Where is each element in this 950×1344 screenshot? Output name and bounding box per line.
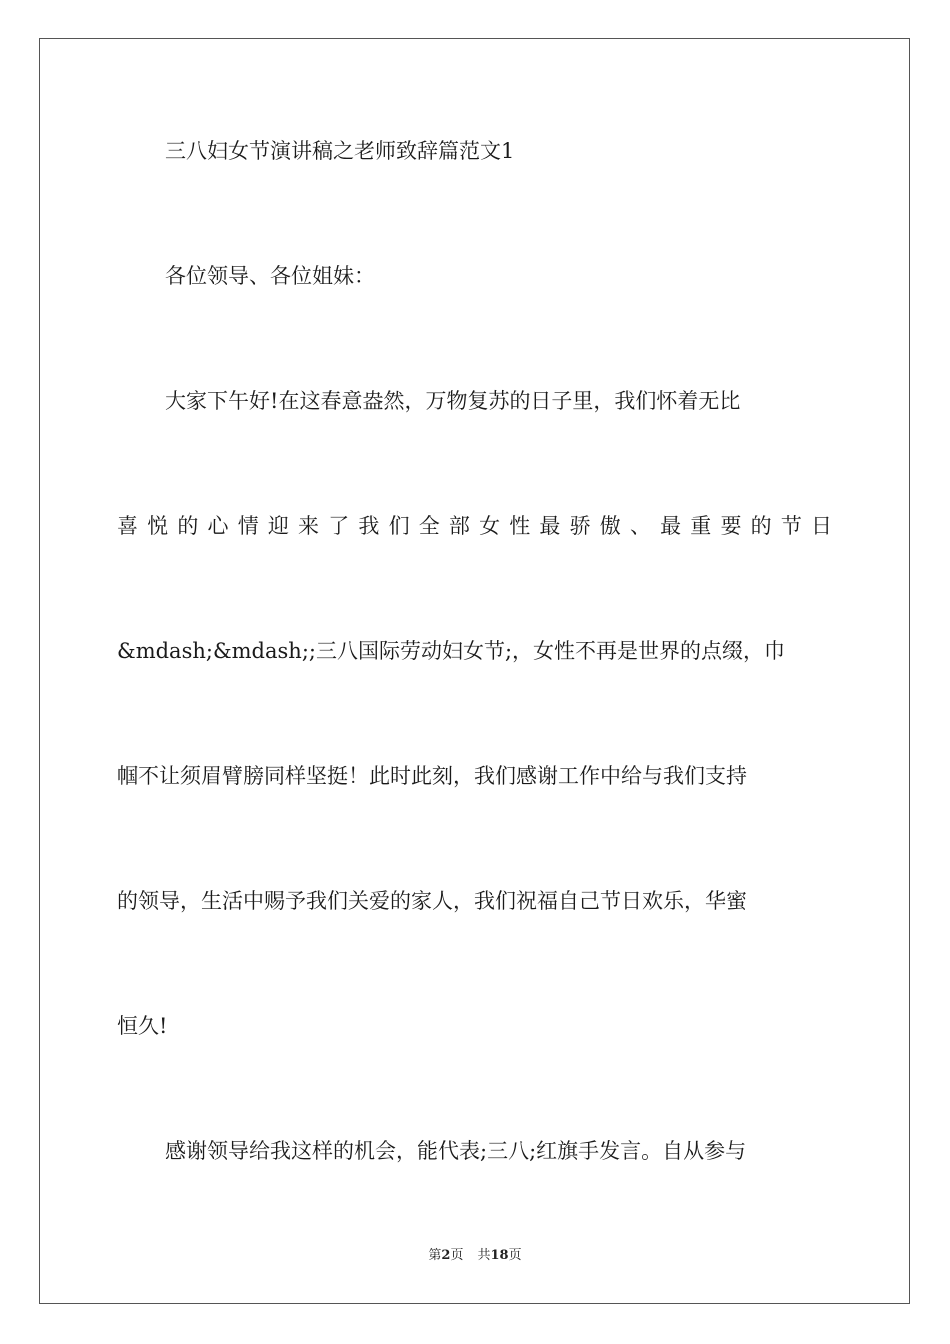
page-prefix: 第 — [428, 1248, 442, 1263]
page-frame — [39, 38, 910, 1304]
page-footer — [0, 1247, 950, 1265]
paragraph-line: 恒久! — [117, 1014, 168, 1038]
document-title: 三八妇女节演讲稿之老师致辞篇范文1 — [165, 139, 515, 163]
salutation: 各位领导、各位姐妹： — [165, 264, 375, 288]
paragraph-line: &mdash;&mdash;;三八国际劳动妇女节;，女性不再是世界的点缀，巾 — [117, 639, 786, 663]
total-suffix: 页 — [508, 1248, 522, 1263]
paragraph-line: 感谢领导给我这样的机会，能代表;三八;红旗手发言。自从参与 — [165, 1139, 747, 1163]
paragraph-line: 大家下午好!在这春意盎然，万物复苏的日子里，我们怀着无比 — [165, 389, 741, 413]
page-suffix: 页 — [450, 1248, 464, 1263]
total-page-count: 18 — [490, 1248, 509, 1263]
current-page-number: 2 — [441, 1248, 451, 1263]
paragraph-line: 帼不让须眉臂膀同样坚挺！此时此刻，我们感谢工作中给与我们支持 — [117, 764, 747, 788]
total-prefix: 共 — [477, 1248, 491, 1263]
paragraph-line: 的领导，生活中赐予我们关爱的家人，我们祝福自己节日欢乐，华蜜 — [117, 889, 747, 913]
paragraph-line: 喜悦的心情迎来了我们全部女性最骄傲、最重要的节日 — [117, 514, 832, 538]
